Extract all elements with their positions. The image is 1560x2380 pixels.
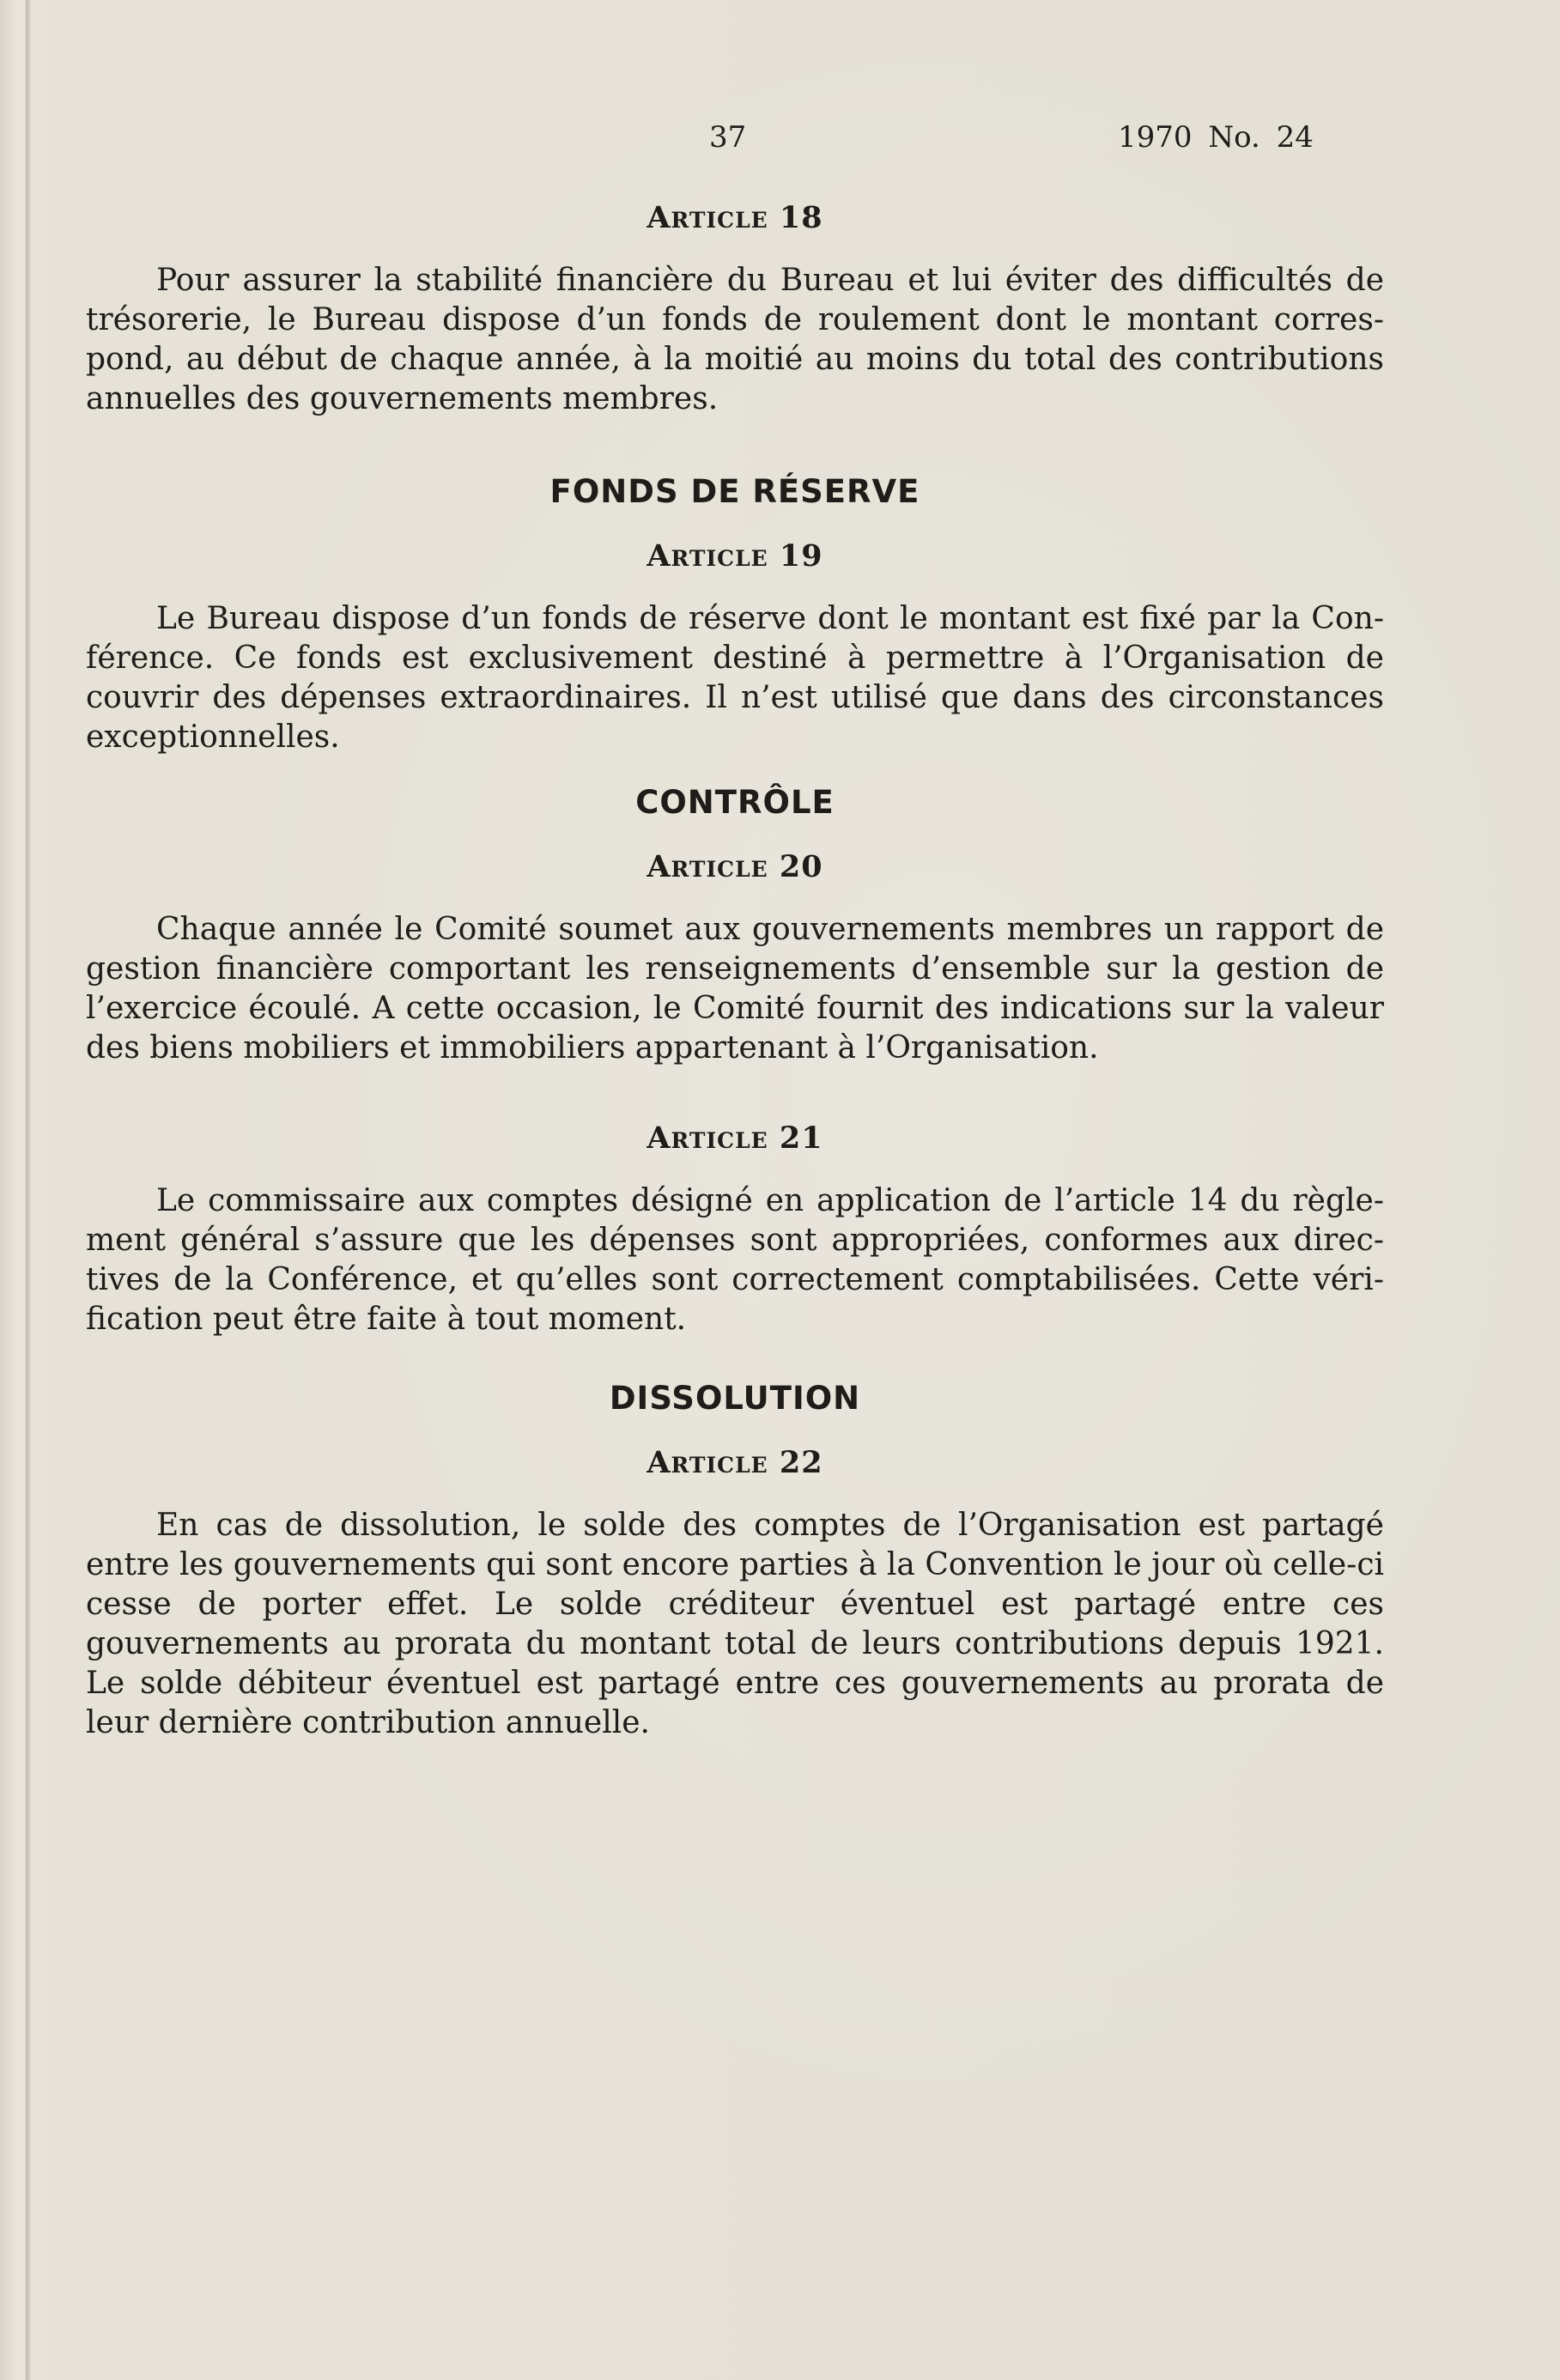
running-header xyxy=(0,120,1560,163)
document-body xyxy=(86,199,1384,1743)
article-21-heading: Article 21 xyxy=(646,1120,823,1156)
article-22-heading: Article 22 xyxy=(646,1445,823,1480)
article-19-block xyxy=(86,537,1384,757)
article-20-heading: Article 20 xyxy=(646,849,823,884)
binding-edge xyxy=(26,0,31,2380)
page-number: 37 xyxy=(709,120,747,155)
article-22-block xyxy=(86,1444,1384,1743)
article-20-text: Chaque année le Comité soumet aux gouvernements membres un rapport de gestion financière comportant les renseignements d’ensemble sur la gestion de l’exercice écoulé. A cette occasion, le Comité fournit des indications sur la valeur des biens mobiliers et immobiliers appartenant à l’Organisation. xyxy=(86,912,1384,1066)
article-21-block xyxy=(86,1120,1384,1339)
article-18-text: Pour assurer la stabilité financière du Bureau et lui éviter des difficultés de trésorerie, le Bureau dispose d’un fonds de roulement dont le montant correspond, au début de chaque année, à la moitié au moins du total des contributions annuelles des gouvernements membres. xyxy=(86,263,1384,416)
article-18-block xyxy=(86,199,1384,419)
article-20-block xyxy=(86,848,1384,1068)
section-heading-fonds-de-reserve: FONDS DE RÉSERVE xyxy=(549,473,920,510)
article-18-heading: Article 18 xyxy=(646,200,823,235)
section-heading-controle: CONTRÔLE xyxy=(635,784,835,821)
section-heading-dissolution: DISSOLUTION xyxy=(609,1380,861,1417)
article-19-heading: Article 19 xyxy=(646,538,823,574)
document-reference: 1970 No. 24 xyxy=(1118,120,1314,155)
article-21-text: Le commissaire aux comptes désigné en application de l’article 14 du règlement général s’assure que les dépenses sont appropriées, conformes aux directives de la Conférence, et qu’elles sont correctement comptabilisées. Cette vérification peut être faite à tout moment. xyxy=(86,1183,1384,1337)
article-19-text: Le Bureau dispose d’un fonds de réserve dont le montant est fixé par la Conférence. Ce fonds est exclusivement destiné à permettre à l’Organisation de couvrir des dépenses extraordinaires. Il n’est utilisé que dans des circonstances exceptionnelles. xyxy=(86,601,1384,755)
article-22-text: En cas de dissolution, le solde des comptes de l’Organisation est partagé entre les gouvernements qui sont encore parties à la Convention le jour où celle-ci cesse de porter effet. Le solde créditeur éventuel est partagé entre ces gouvernements au prorata du montant total de leurs contributions depuis 1921. Le solde débiteur éventuel est partagé entre ces gouvernements au prorata de leur dernière contribution annuelle. xyxy=(86,1508,1384,1740)
